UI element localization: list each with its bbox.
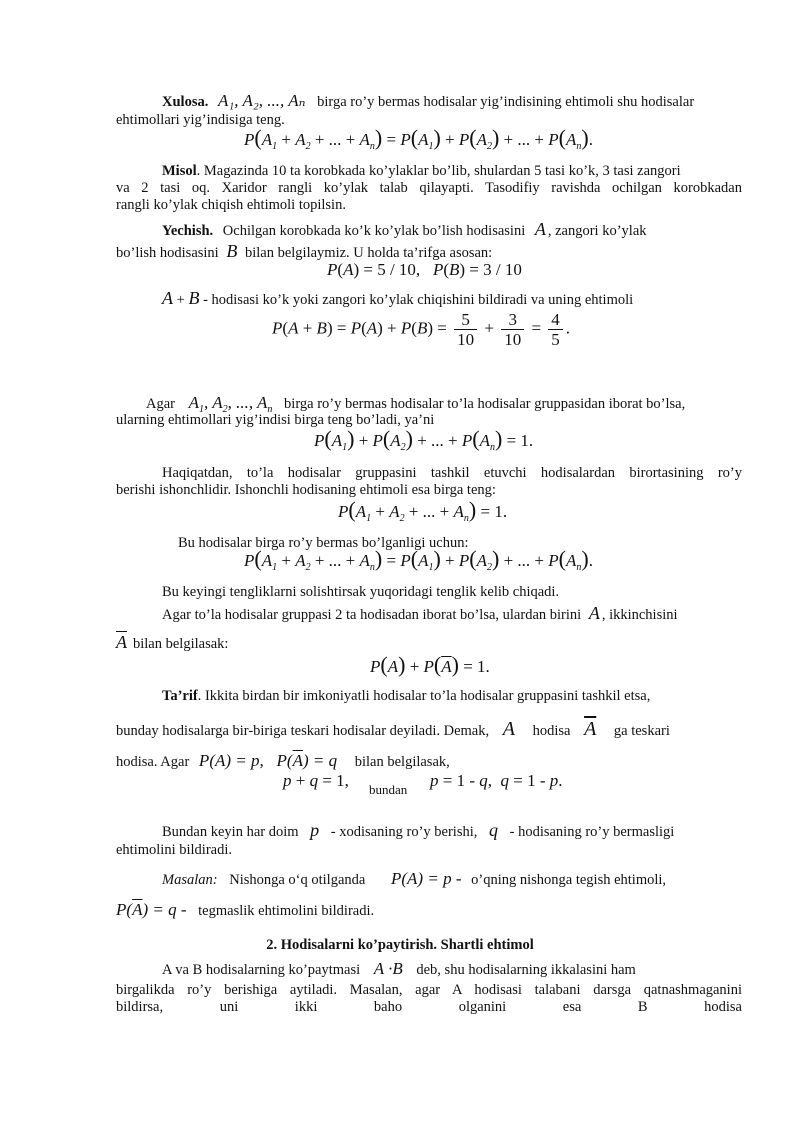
agar-1-line-2: ularning ehtimollari yig’indisi birga teng bo’ladi, ya’ni [116,412,435,428]
xulosa-text-2: ehtimollari yig’indisiga teng. [116,112,285,128]
kopaytma-text-1b: deb, shu hodisalarning ikkalasini ham [416,962,636,978]
bundan-keyin-text-1b: - xodisaning ro’y berishi, [330,824,478,840]
formula-p-q-complement: p = 1 - q, q = 1 - p. [430,771,563,790]
xulosa-paragraph [162,92,694,111]
xulosa-events: A₁, A₂, ..., Aₙ [217,91,306,110]
section-title [0,937,800,954]
masalan-text-1b: o’qning nishonga tegish ehtimoli, [471,872,667,888]
formula-p-plus-q: p + q = 1, [283,771,349,790]
agar-1-line-1: Agar $A_1$, $A_2$, ..., $A_n$ birga ro’y bermas hodisalar to’la hodisalar gruppasidan iborat bo’lsa, [146,393,686,415]
tarif-line-3: hodisa. Agar P(A) = p, $P(\overline{A}) = q$ bilan belgilasak, [116,751,450,770]
tarif-text-2a: bunday hodisalarga bir-biriga teskari hodisalar deyiladi. Demak, [116,723,490,739]
agar-2-line-2: $\overline{A}$ bilan belgilasak: [116,632,229,652]
tarif-line-1 [162,688,650,705]
tarif-text-3a: hodisa. Agar [116,754,190,770]
bundan-keyin-text-1a: Bundan keyin har doim [162,824,299,840]
formula-complement-sum: $P(A) + P(\overline{A}) = 1$. [370,652,490,677]
agar-2-text-1b: , ikkinchisini [601,607,678,623]
masalan-line-1: Masalan: Nishonga o‘q otilganda P(A) = p - o’qning nishonga tegish ehtimoli, [162,869,667,888]
yechish-text-1b: , zangori ko’ylak [547,223,647,239]
sum-event-text: - hodisasi ko’k yoki zangori ko’ylak chiqishini bildiradi va uning ehtimoli [203,292,634,308]
masalan-text-2b: tegmaslik ehtimolini bildiradi. [198,903,375,919]
tarif-text-1: . Ikkita birdan bir imkoniyatli hodisalar to’la hodisalar gruppasini tashkil etsa, [197,688,651,704]
yechish-text-2a: bo’lish hodisasini [116,245,219,261]
formula-sure-event: $P(A_1 + A_2$ + ... + $A_n) = 1$. [338,497,508,524]
keyingi-line: Bu keyingi tengliklarni solishtirsak yuqoridagi tenglik kelib chiqadi. [162,584,560,600]
misol-text-1: . Magazinda 10 ta korobkada ko’ylaklar bo’lib, shulardan 5 tasi ko’k, 3 tasi zangori [196,163,681,179]
masalan-line-2: $P(\overline{A}) = q$ - tegmaslik ehtimolini bildiradi. [116,900,375,919]
agar-2-line-1: Agar to’la hodisalar gruppasi 2 ta hodisadan iborat bo’lsa, ulardan birini A , ikkinchisini [162,603,678,623]
yechish-label: Yechish. [162,223,214,239]
misol-label: Misol [162,163,197,179]
haqiqatdan-line-2: berishi ishonchlidir. Ishonchli hodisaning ehtimoli esa birga teng: [116,482,496,498]
agar-1-lead: Agar [146,396,175,412]
misol-line-3: rangli ko’ylak chiqish ehtimoli topilsin. [116,197,346,213]
formula-pa-pb: P(A) = 5 / 10, P(B) = 3 / 10 [327,260,522,279]
bundan-label: bundan [369,782,408,797]
xulosa-text-1: birga ro’y bermas hodisalar yig’indisining ehtimoli shu hodisalar [317,94,695,110]
yechish-text-1a: Ochilgan korobkada ko’k ko’ylak bo’lish hodisasini [222,223,526,239]
tarif-text-2c: ga teskari [613,723,670,739]
agar-1-text-1: birga ro’y bermas hodisalar to’la hodisalar gruppasidan iborat bo’lsa, [284,396,686,412]
formula-sum-probability-2: $P(A_1 + A_2$ + ... + $A_n) = P(A_1) + P(A_2)$ + ... + $P(A_n)$. [244,546,593,573]
masalan-label: Masalan: [162,872,218,888]
bu-line: Bu hodisalar birga ro’y bermas bo’lganligi uchun: [178,535,469,551]
tarif-line-2: bunday hodisalarga bir-biriga teskari hodisalar deyiladi. Demak, A hodisa $\overline{A}$ ga teskari [116,718,670,740]
formula-p-a-plus-b: P(A + B) = P(A) + P(B) = $\frac{5}{10}$ + $\frac{3}{10}$ = $\frac{4}{5}$ . [272,310,571,349]
tarif-text-3b: bilan belgilasak, [354,754,450,770]
sum-event-line: A + B - hodisasi ko’k yoki zangori ko’ylak chiqishini bildiradi va uning ehtimoli [162,288,634,308]
yechish-line-1: Yechish. Ochilgan korobkada ko’k ko’ylak bo’lish hodisasini A , zangori ko’ylak [162,219,647,239]
agar-2-text-1a: Agar to’la hodisalar gruppasi 2 ta hodisadan iborat bo’lsa, ulardan birini [162,607,582,623]
agar-2-text-2: bilan belgilasak: [133,636,229,652]
misol-line-1 [162,163,681,180]
formula-total-one: $P(A_1) + P(A_2)$ + ... + $P(A_n) = 1$. [314,426,534,453]
tarif-label: Ta’rif [162,688,198,704]
section-title-text: 2. Hodisalarni ko’paytirish. Shartli ehtimol [266,937,534,953]
kopaytma-line-2: birgalikda ro’y berishiga aytiladi. Masalan, agar A hodisasi talabani darsga qatnashmaganini [116,982,742,998]
tarif-text-2b: hodisa [532,723,571,739]
haqiqatdan-line-1: Haqiqatdan, to’la hodisalar gruppasini tashkil etuvchi hodisalardan birortasining ro’y [162,465,742,481]
masalan-text-1a: Nishonga o‘q otilganda [229,872,366,888]
yechish-text-2b: bilan belgilaymiz. U holda ta’rifga asosan: [244,245,493,261]
misol-line-2: va 2 tasi oq. Xaridor rangli ko’ylak talab qilayapti. Tasodifiy ravishda ochilgan korobkadan [116,180,742,196]
kopaytma-line-3: bildirsa, uni ikki baho olganini esa B hodisa [116,999,742,1015]
kopaytma-text-1a: A va B hodisalarning ko’paytmasi [162,962,361,978]
formula-sum-probability-1: $P(A_1 + A_2$ + ... + $A_n) = P(A_1) + P(A_2)$ + ... + $P(A_n)$. [244,125,593,152]
bundan-keyin-line-1: Bundan keyin har doim p - xodisaning ro’y berishi, q - hodisaning ro’y bermasligi [162,820,675,840]
xulosa-label: Xulosa. [162,94,209,110]
bundan-keyin-line-2: ehtimolini bildiradi. [116,842,232,858]
kopaytma-line-1: A va B hodisalarning ko’paytmasi A ·B deb, shu hodisalarning ikkalasini ham [162,959,636,978]
yechish-line-2: bo’lish hodisasini B bilan belgilaymiz. U holda ta’rifga asosan: [116,241,493,261]
bundan-keyin-text-1c: - hodisaning ro’y bermasligi [509,824,675,840]
